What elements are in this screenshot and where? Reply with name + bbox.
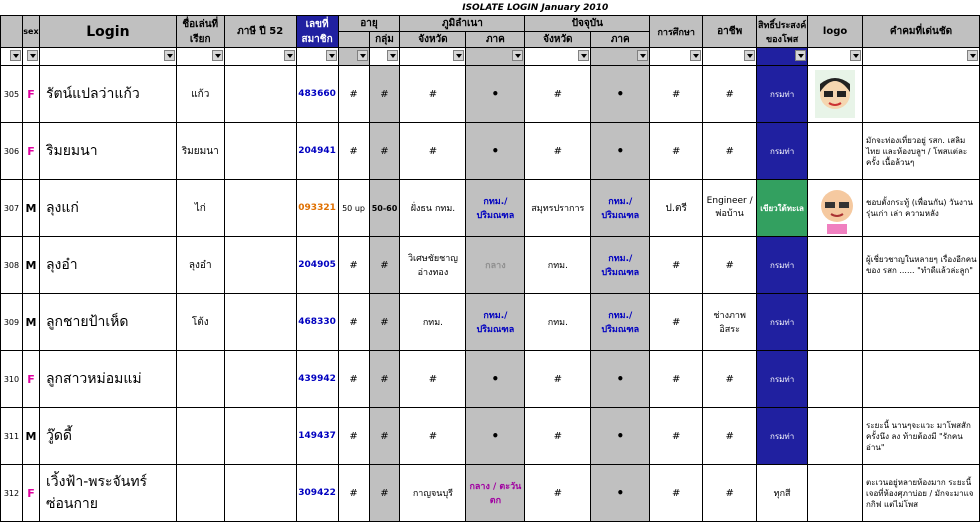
filter-cell: [22, 48, 39, 66]
status-cell: ทุกสี: [757, 465, 808, 522]
hometown-province-cell: #: [400, 66, 466, 123]
nickname-cell: โต้ง: [176, 294, 224, 351]
hometown-region-cell: •: [466, 351, 525, 408]
status-cell: กรมท่า: [757, 66, 808, 123]
filter-dropdown-icon[interactable]: [453, 50, 464, 61]
filter-cell: [1, 48, 23, 66]
hometown-province-cell: #: [400, 408, 466, 465]
age-cell: 50 up: [338, 180, 369, 237]
hometown-province-cell: #: [400, 351, 466, 408]
table-row: [1, 408, 980, 465]
filter-dropdown-icon[interactable]: [357, 50, 368, 61]
filter-dropdown-icon[interactable]: [967, 50, 978, 61]
filter-cell: [466, 48, 525, 66]
current-province-cell: #: [525, 465, 591, 522]
hometown-region-cell: •: [466, 66, 525, 123]
age-cell: #: [338, 66, 369, 123]
current-province-cell: กทม.: [525, 237, 591, 294]
logo-cell: [808, 180, 863, 237]
current-region-cell: •: [591, 123, 650, 180]
taxes-cell: [224, 237, 296, 294]
col-nickname: ชื่อเล่นที่เรียก: [176, 16, 224, 48]
sex-cell: F: [22, 123, 39, 180]
member-no-cell: 439942: [296, 351, 338, 408]
filter-cell: [400, 48, 466, 66]
logo-cell: [808, 237, 863, 294]
education-cell: #: [650, 465, 703, 522]
col-logo: logo: [808, 16, 863, 48]
age-group-cell: 50-60: [369, 180, 400, 237]
taxes-cell: [224, 465, 296, 522]
status-cell: กรมท่า: [757, 237, 808, 294]
age-group-cell: #: [369, 408, 400, 465]
filter-cell: [863, 48, 980, 66]
hometown-region-cell: กลาง: [466, 237, 525, 294]
age-group-cell: #: [369, 237, 400, 294]
hometown-region-cell: •: [466, 123, 525, 180]
member-no-cell: 093321: [296, 180, 338, 237]
taxes-cell: [224, 180, 296, 237]
col-age-sub: [338, 32, 369, 48]
sheet-title: ISOLATE LOGIN January 2010: [462, 2, 609, 13]
education-cell: #: [650, 408, 703, 465]
current-region-cell: กทม./ ปริมณฑล: [591, 237, 650, 294]
education-cell: #: [650, 294, 703, 351]
login-cell: รัตน์แปลว่าแก้ว: [39, 66, 176, 123]
hometown-region-cell: กลาง / ตะวันตก: [466, 465, 525, 522]
col-current-region: ภาค: [591, 32, 650, 48]
filter-cell: [703, 48, 757, 66]
age-group-cell: #: [369, 66, 400, 123]
row-index: 312: [1, 465, 23, 522]
login-cell: ลูกชายป้าเห็ด: [39, 294, 176, 351]
filter-cell: [525, 48, 591, 66]
hometown-region-cell: •: [466, 408, 525, 465]
filter-dropdown-icon[interactable]: [690, 50, 701, 61]
filter-dropdown-icon[interactable]: [387, 50, 398, 61]
col-hometown-province: จังหวัด: [400, 32, 466, 48]
hometown-province-cell: ฝั่งธน กทม.: [400, 180, 466, 237]
filter-dropdown-icon[interactable]: [795, 50, 806, 61]
login-cell: ลุงแก่: [39, 180, 176, 237]
filter-cell: [650, 48, 703, 66]
table-row: [1, 237, 980, 294]
remark-cell: [863, 66, 980, 123]
logo-cell: [808, 465, 863, 522]
member-no-cell: 149437: [296, 408, 338, 465]
table-row: [1, 465, 980, 522]
filter-dropdown-icon[interactable]: [326, 50, 337, 61]
sex-cell: F: [22, 351, 39, 408]
row-index: 309: [1, 294, 23, 351]
taxes-cell: [224, 294, 296, 351]
filter-cell: [591, 48, 650, 66]
age-cell: #: [338, 123, 369, 180]
current-province-cell: #: [525, 351, 591, 408]
nickname-cell: ริมยมนา: [176, 123, 224, 180]
remark-cell: ระยะนี้ นานๆจะแวะ มาโพสสักครั้งนึง ลง ท้ายต้องมี "รักคนอ่าน": [863, 408, 980, 465]
col-member-no: เลขที่สมาชิก: [296, 16, 338, 48]
current-province-cell: กทม.: [525, 294, 591, 351]
status-cell: กรมท่า: [757, 351, 808, 408]
nickname-cell: แก้ว: [176, 66, 224, 123]
col-status: สิทธิ์ประสงค์ของโพส: [757, 16, 808, 48]
avatar: [815, 184, 855, 232]
age-group-cell: #: [369, 351, 400, 408]
member-no-cell: 483660: [296, 66, 338, 123]
row-index: 311: [1, 408, 23, 465]
sex-cell: M: [22, 180, 39, 237]
taxes-cell: [224, 66, 296, 123]
login-cell: ริมยมนา: [39, 123, 176, 180]
current-province-cell: #: [525, 408, 591, 465]
age-group-cell: #: [369, 123, 400, 180]
nickname-cell: ลุงอ๋า: [176, 237, 224, 294]
current-region-cell: •: [591, 408, 650, 465]
login-cell: วู๊ดดี้: [39, 408, 176, 465]
current-province-cell: #: [525, 123, 591, 180]
login-cell: เวิ้งฟ้า-พระจันทร์ ซ่อนกาย: [39, 465, 176, 522]
member-no-cell: 309422: [296, 465, 338, 522]
login-cell: ลูกสาวหม่อมแม่: [39, 351, 176, 408]
nickname-cell: [176, 465, 224, 522]
education-cell: #: [650, 351, 703, 408]
table-row: [1, 180, 980, 237]
filter-cell: [757, 48, 808, 66]
filter-cell: [224, 48, 296, 66]
job-cell: #: [703, 351, 757, 408]
age-cell: #: [338, 294, 369, 351]
status-cell: กรมท่า: [757, 294, 808, 351]
nickname-cell: [176, 351, 224, 408]
filter-cell: [296, 48, 338, 66]
logo-cell: [808, 66, 863, 123]
filter-row: [1, 48, 980, 66]
col-taxes: ภาษี ปี 52: [224, 16, 296, 48]
col-current: ปัจจุบัน: [525, 16, 650, 32]
job-cell: ช่างภาพ อิสระ: [703, 294, 757, 351]
taxes-cell: [224, 123, 296, 180]
filter-dropdown-icon[interactable]: [744, 50, 755, 61]
member-no-cell: 204905: [296, 237, 338, 294]
col-education: การศึกษา: [650, 16, 703, 48]
filter-cell: [369, 48, 400, 66]
job-cell: #: [703, 66, 757, 123]
filter-dropdown-icon[interactable]: [212, 50, 223, 61]
col-index: [1, 16, 23, 48]
col-hometown: ภูมิลำเนา: [400, 16, 525, 32]
age-cell: #: [338, 237, 369, 294]
taxes-cell: [224, 351, 296, 408]
table-row: [1, 351, 980, 408]
sex-cell: F: [22, 465, 39, 522]
education-cell: #: [650, 237, 703, 294]
col-job: อาชีพ: [703, 16, 757, 48]
remark-cell: ชอบตั้งกระทู้ (เพื่อนกัน) วันงาน รุ่นเก่า เล่า ความหลัง: [863, 180, 980, 237]
job-cell: #: [703, 123, 757, 180]
job-cell: #: [703, 237, 757, 294]
sex-cell: F: [22, 66, 39, 123]
age-group-cell: #: [369, 294, 400, 351]
col-hometown-region: ภาค: [466, 32, 525, 48]
filter-dropdown-icon[interactable]: [284, 50, 295, 61]
current-region-cell: •: [591, 66, 650, 123]
row-index: 310: [1, 351, 23, 408]
filter-cell: [338, 48, 369, 66]
hometown-province-cell: กาญจนบุรี: [400, 465, 466, 522]
col-current-province: จังหวัด: [525, 32, 591, 48]
hometown-region-cell: กทม./ ปริมณฑล: [466, 294, 525, 351]
filter-dropdown-icon[interactable]: [850, 50, 861, 61]
filter-dropdown-icon[interactable]: [10, 50, 21, 61]
hometown-province-cell: กทม.: [400, 294, 466, 351]
status-cell: กรมท่า: [757, 408, 808, 465]
current-region-cell: กทม./ ปริมณฑล: [591, 294, 650, 351]
logo-cell: [808, 294, 863, 351]
job-cell: Engineer / พ่อบ้าน: [703, 180, 757, 237]
hometown-province-cell: วิเศษชัยชาญ อ่างทอง: [400, 237, 466, 294]
current-region-cell: กทม./ ปริมณฑล: [591, 180, 650, 237]
nickname-cell: [176, 408, 224, 465]
row-index: 305: [1, 66, 23, 123]
education-cell: #: [650, 66, 703, 123]
status-cell: เขียวใต้ทะเล: [757, 180, 808, 237]
filter-dropdown-icon[interactable]: [512, 50, 523, 61]
filter-dropdown-icon[interactable]: [27, 50, 38, 61]
table-row: [1, 294, 980, 351]
table-row: [1, 123, 980, 180]
current-region-cell: •: [591, 465, 650, 522]
row-index: 307: [1, 180, 23, 237]
row-index: 308: [1, 237, 23, 294]
age-cell: #: [338, 351, 369, 408]
hometown-province-cell: #: [400, 123, 466, 180]
member-no-cell: 204941: [296, 123, 338, 180]
remark-cell: ตะเวนอยู่หลายห้องมาก ระยะนี้เจอที่ห้องศุภาบ่อย / มักจะมาแจกกิฟ แต่ไม่โพส: [863, 465, 980, 522]
sex-cell: M: [22, 237, 39, 294]
sex-cell: M: [22, 408, 39, 465]
filter-cell: [808, 48, 863, 66]
row-index: 306: [1, 123, 23, 180]
table-row: [1, 66, 980, 123]
remark-cell: ผู้เชี่ยวชาญในหลายๆ เรื่องอีกคนของ รสก ...... "ทำดีแล้วล่ะลูก": [863, 237, 980, 294]
filter-cell: [176, 48, 224, 66]
education-cell: ป.ตรี: [650, 180, 703, 237]
sex-cell: M: [22, 294, 39, 351]
current-province-cell: #: [525, 66, 591, 123]
filter-dropdown-icon[interactable]: [578, 50, 589, 61]
remark-cell: [863, 294, 980, 351]
status-cell: กรมท่า: [757, 123, 808, 180]
nickname-cell: ไก่: [176, 180, 224, 237]
education-cell: #: [650, 123, 703, 180]
col-sex: sex: [22, 16, 39, 48]
filter-dropdown-icon[interactable]: [164, 50, 175, 61]
remark-cell: [863, 351, 980, 408]
filter-dropdown-icon[interactable]: [637, 50, 648, 61]
logo-cell: [808, 123, 863, 180]
taxes-cell: [224, 408, 296, 465]
age-cell: #: [338, 465, 369, 522]
logo-cell: [808, 408, 863, 465]
age-cell: #: [338, 408, 369, 465]
avatar: [815, 70, 855, 118]
filter-cell: [39, 48, 176, 66]
col-remark: คำคมที่เด่นชัด: [863, 16, 980, 48]
col-age-group: กลุ่ม: [369, 32, 400, 48]
current-province-cell: สมุทรปราการ: [525, 180, 591, 237]
job-cell: #: [703, 408, 757, 465]
login-cell: ลุงอ๋า: [39, 237, 176, 294]
col-login: Login: [39, 16, 176, 48]
logo-cell: [808, 351, 863, 408]
age-group-cell: #: [369, 465, 400, 522]
member-no-cell: 468330: [296, 294, 338, 351]
hometown-region-cell: กทม./ ปริมณฑล: [466, 180, 525, 237]
remark-cell: มักจะท่องเที่ยวอยู่ รสก. เสลิมไทย และห้องบลูฯ / โพสแต่ละครั้ง เนื้อล้วนๆ: [863, 123, 980, 180]
job-cell: #: [703, 465, 757, 522]
current-region-cell: •: [591, 351, 650, 408]
col-age: อายุ: [338, 16, 400, 32]
